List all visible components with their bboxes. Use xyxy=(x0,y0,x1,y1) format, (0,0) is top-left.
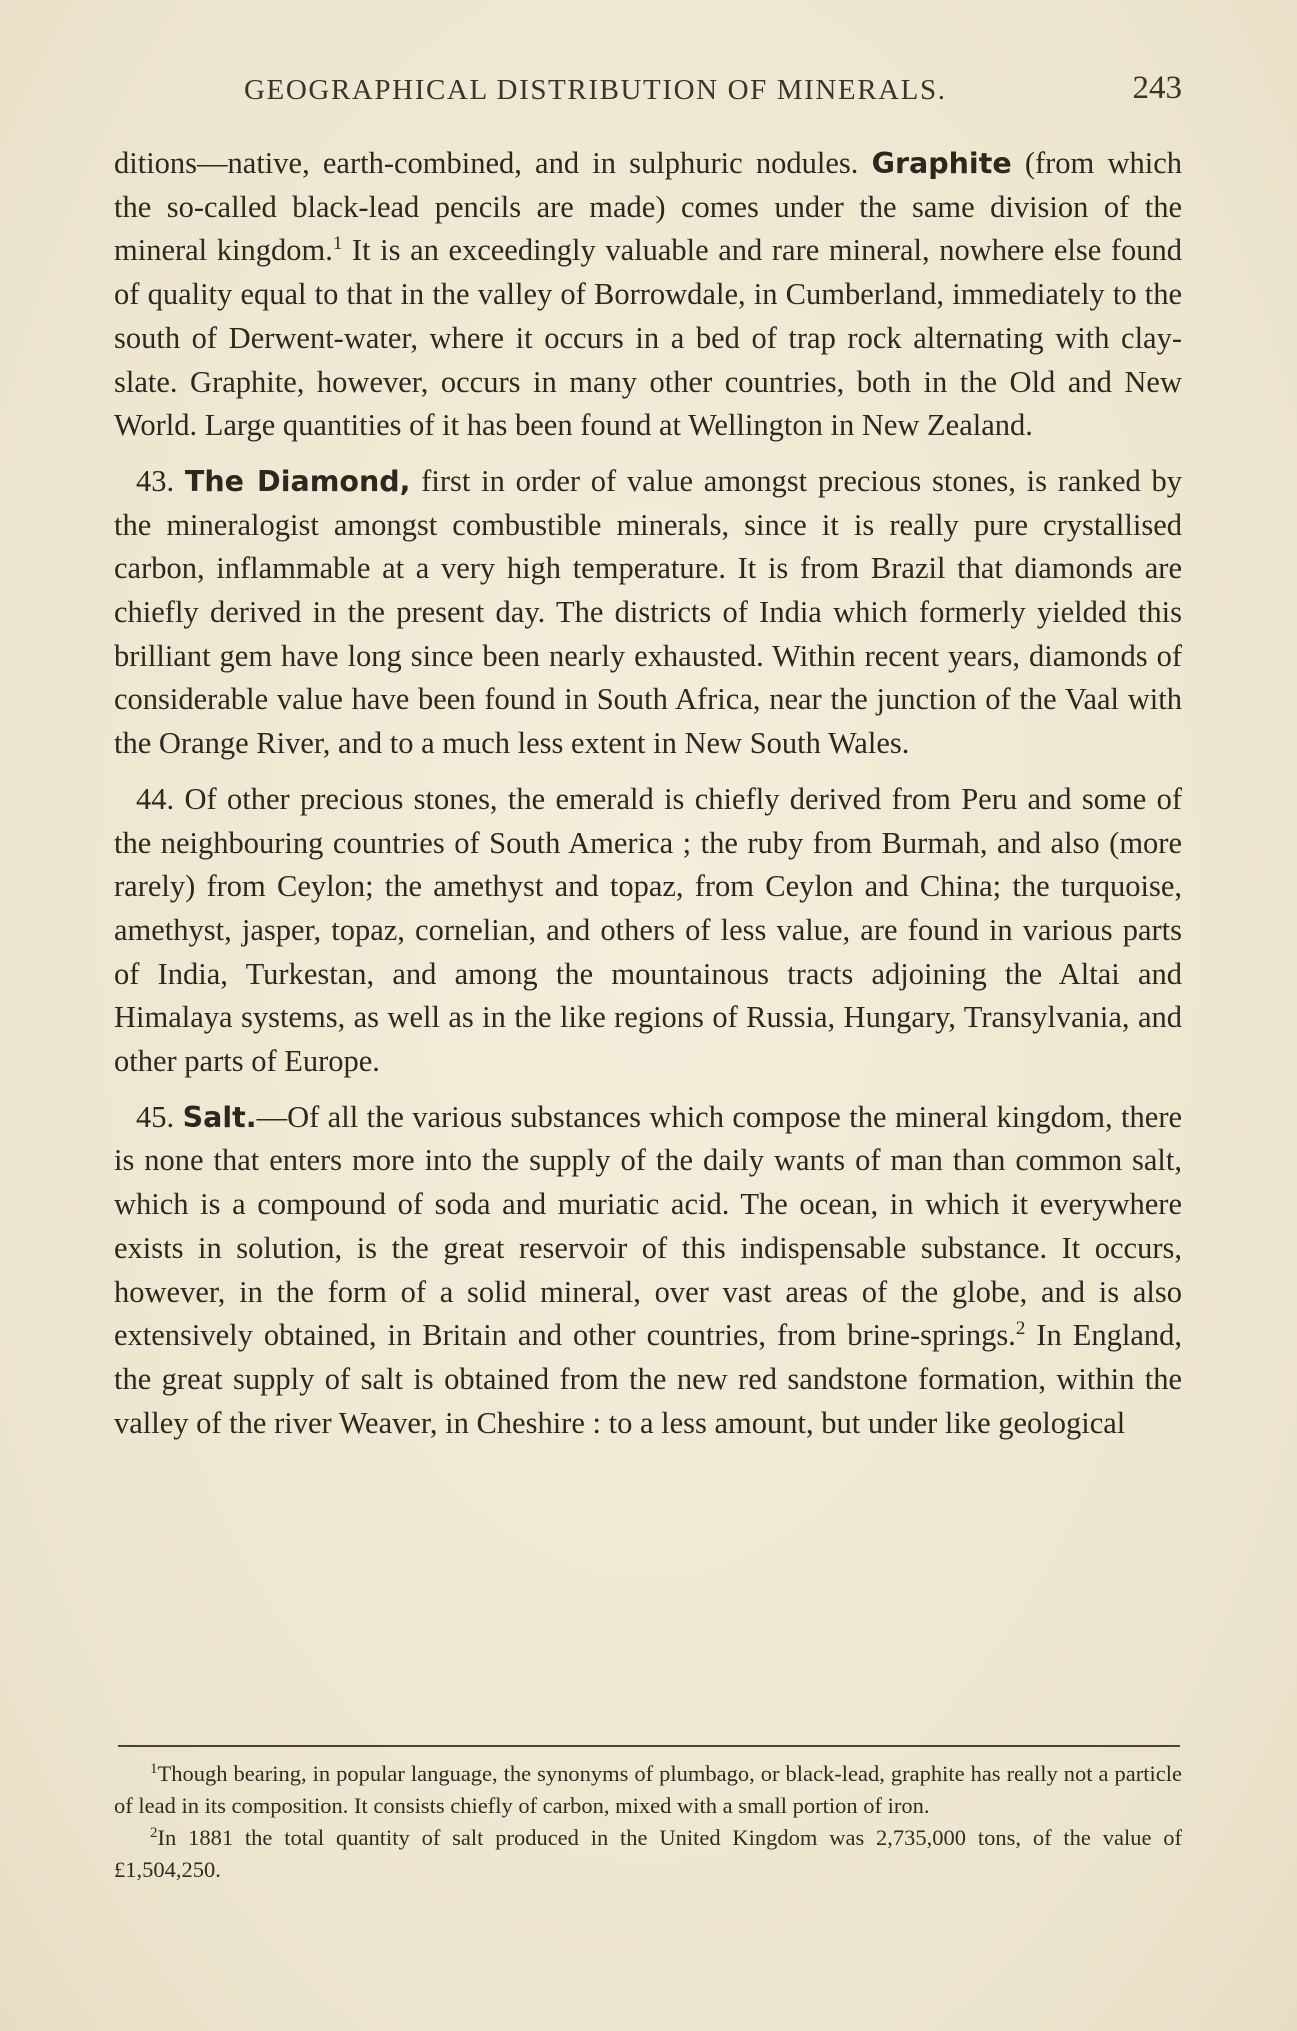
term-salt: Salt. xyxy=(182,1100,257,1134)
footnote-2 xyxy=(114,1822,1182,1886)
paragraph-number: 43. xyxy=(136,463,175,498)
paragraph-text: first in order of value amongst precious stones, is ranked by the mineralogist amongst combustible minerals, since it is really pure crystallised carbon, inflammable at a very high temperature. It is from Brazil that diamonds are chiefly derived in the present day. The districts of India which formerly yielded this brilliant gem have long since been nearly exhausted. Within recent years, diamonds of considerable value have been found in South Africa, near the junction of the Vaal with the Orange River, and to a much less extent in New South Wales. xyxy=(114,463,1183,761)
paragraph-number: 44. xyxy=(136,781,175,816)
paragraph-45 xyxy=(114,1096,1182,1446)
footnote-1 xyxy=(114,1758,1182,1822)
footnote-divider xyxy=(118,1745,1180,1747)
paragraph-43 xyxy=(114,460,1182,766)
footnote-mark: 1 xyxy=(150,1760,158,1777)
paragraph-continued xyxy=(114,142,1182,448)
running-head: GEOGRAPHICAL DISTRIBUTION OF MINERALS. xyxy=(244,74,947,106)
term-diamond: The Diamond, xyxy=(184,464,411,498)
body-text xyxy=(114,142,1182,1457)
footnote-mark: 2 xyxy=(150,1824,158,1841)
footnotes xyxy=(114,1758,1182,1886)
footnote-text: Though bearing, in popular language, the synonyms of plumbago, or black-lead, graphite has really not a particle of lead in its composition. It consists chiefly of carbon, mixed with a small portion of iron. xyxy=(114,1761,1182,1818)
footnote-reference: 2 xyxy=(1015,1318,1026,1340)
footnote-text: In 1881 the total quantity of salt produced in the United Kingdom was 2,735,000 tons, of the value of £1,504,250. xyxy=(114,1825,1182,1882)
paragraph-44 xyxy=(114,778,1182,1084)
term-graphite: Graphite xyxy=(871,147,1012,180)
paragraph-text: Of other precious stones, the emerald is chiefly derived from Peru and some of the neighbouring countries of South America ; the ruby from Burmah, and also (more rarely) from Ceylon; the amethyst and topaz, from Ceylon and China; the turquoise, amethyst, jasper, topaz, cornelian, and others of less value, are found in various parts of India, Turkestan, and among the mountainous tracts adjoining the Altai and Himalaya systems, as well as in the like regions of Russia, Hungary, Transylvania, and other parts of Europe. xyxy=(114,781,1182,1079)
paragraph-text: (from which the so-called black-lead pencils are made) comes under the same division of the mineral kingdom. xyxy=(114,146,1182,268)
paragraph-text: —Of all the various substances which compose the mineral kingdom, there is none that enters more into the supply of the daily wants of man than common salt, which is a compound of soda and muriatic acid. The ocean, in which it everywhere exists in solution, is the great reservoir of this indispensable substance. It occurs, however, in the form of a solid mineral, over vast areas of the globe, and is also extensively obtained, in Britain and other countries, from brine-springs. xyxy=(114,1099,1183,1353)
page-header xyxy=(114,70,1182,114)
paragraph-text: It is an exceedingly valuable and rare mineral, nowhere else found of quality equal to that in the valley of Borrowdale, in Cumberland, immediately to the south of Derwent-water, where it occurs in a bed of trap rock alternating with clay-slate. Graphite, however, occurs in many other countries, both in the Old and New World. Large quantities of it has been found at Wellington in New Zealand. xyxy=(114,233,1182,443)
footnote-reference: 1 xyxy=(332,233,343,255)
paragraph-text: In England, the great supply of salt is obtained from the new red sandstone formation, within the valley of the river Weaver, in Cheshire : to a less amount, but under like geological xyxy=(114,1318,1182,1440)
paragraph-text: ditions—native, earth-combined, and in sulphuric nodules. xyxy=(114,146,872,180)
paragraph-number: 45. xyxy=(136,1099,175,1134)
page-number: 243 xyxy=(1132,70,1182,106)
